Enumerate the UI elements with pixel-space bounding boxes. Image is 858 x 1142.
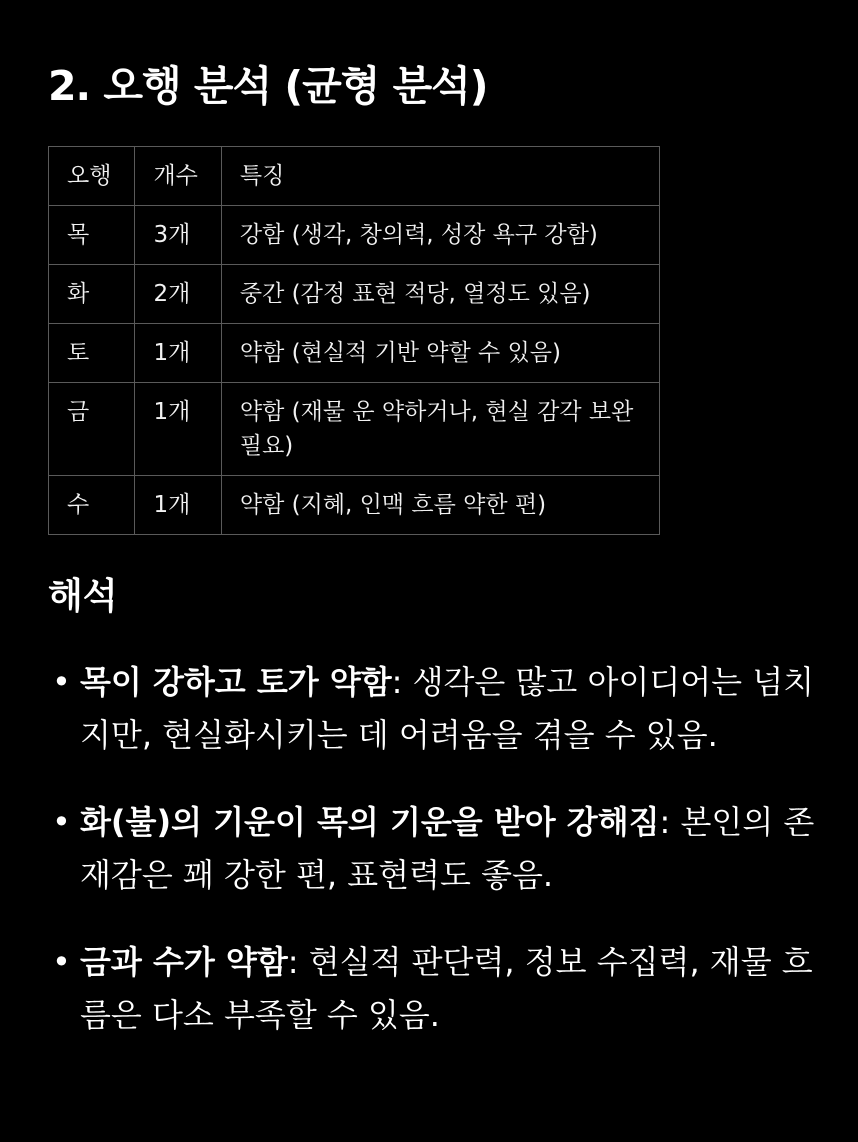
interpretation-list [48, 656, 818, 1076]
bullet-bold-label: 목이 강하고 토가 약함 [80, 663, 392, 701]
cell-element: 목 [49, 206, 135, 265]
bullet-icon: • [52, 663, 71, 701]
cell-trait: 약함 (지혜, 인맥 흐름 약한 편) [221, 476, 659, 535]
bullet-bold-label: 화(불)의 기운이 목의 기운을 받아 강해짐 [80, 803, 660, 841]
cell-count: 1개 [135, 383, 221, 476]
cell-trait: 중간 (감정 표현 적당, 열정도 있음) [221, 265, 659, 324]
header-count: 개수 [135, 147, 221, 206]
bullet-text: : 본인의 존재감은 꽤 강한 편, 표현력도 좋음. [80, 803, 815, 894]
table-header-row [49, 147, 660, 206]
cell-trait: 약함 (재물 운 약하거나, 현실 감각 보완 필요) [221, 383, 659, 476]
header-trait: 특징 [221, 147, 659, 206]
section-title: 2. 오행 분석 (균형 분석) [48, 62, 488, 110]
cell-count: 1개 [135, 476, 221, 535]
bullet-text: : 생각은 많고 아이디어는 넘치지만, 현실화시키는 데 어려움을 겪을 수 있음. [80, 663, 815, 754]
cell-trait: 약함 (현실적 기반 약할 수 있음) [221, 324, 659, 383]
cell-count: 2개 [135, 265, 221, 324]
bullet-icon: • [52, 803, 71, 841]
cell-element: 금 [49, 383, 135, 476]
interpretation-heading: 해석 [48, 576, 118, 617]
bullet-bold-label: 금과 수가 약함 [80, 943, 288, 981]
bullet-text: : 현실적 판단력, 정보 수집력, 재물 흐름은 다소 부족할 수 있음. [80, 943, 813, 1034]
header-element: 오행 [49, 147, 135, 206]
list-item [48, 796, 818, 902]
cell-count: 1개 [135, 324, 221, 383]
cell-element: 토 [49, 324, 135, 383]
bullet-icon: • [52, 943, 71, 981]
cell-trait: 강함 (생각, 창의력, 성장 욕구 강함) [221, 206, 659, 265]
list-item [48, 656, 818, 762]
cell-element: 화 [49, 265, 135, 324]
cell-count: 3개 [135, 206, 221, 265]
table-row [49, 265, 660, 324]
cell-element: 수 [49, 476, 135, 535]
table-row [49, 324, 660, 383]
table-row [49, 206, 660, 265]
list-item [48, 936, 818, 1042]
table-row [49, 476, 660, 535]
table-row [49, 383, 660, 476]
five-elements-table [48, 146, 660, 535]
